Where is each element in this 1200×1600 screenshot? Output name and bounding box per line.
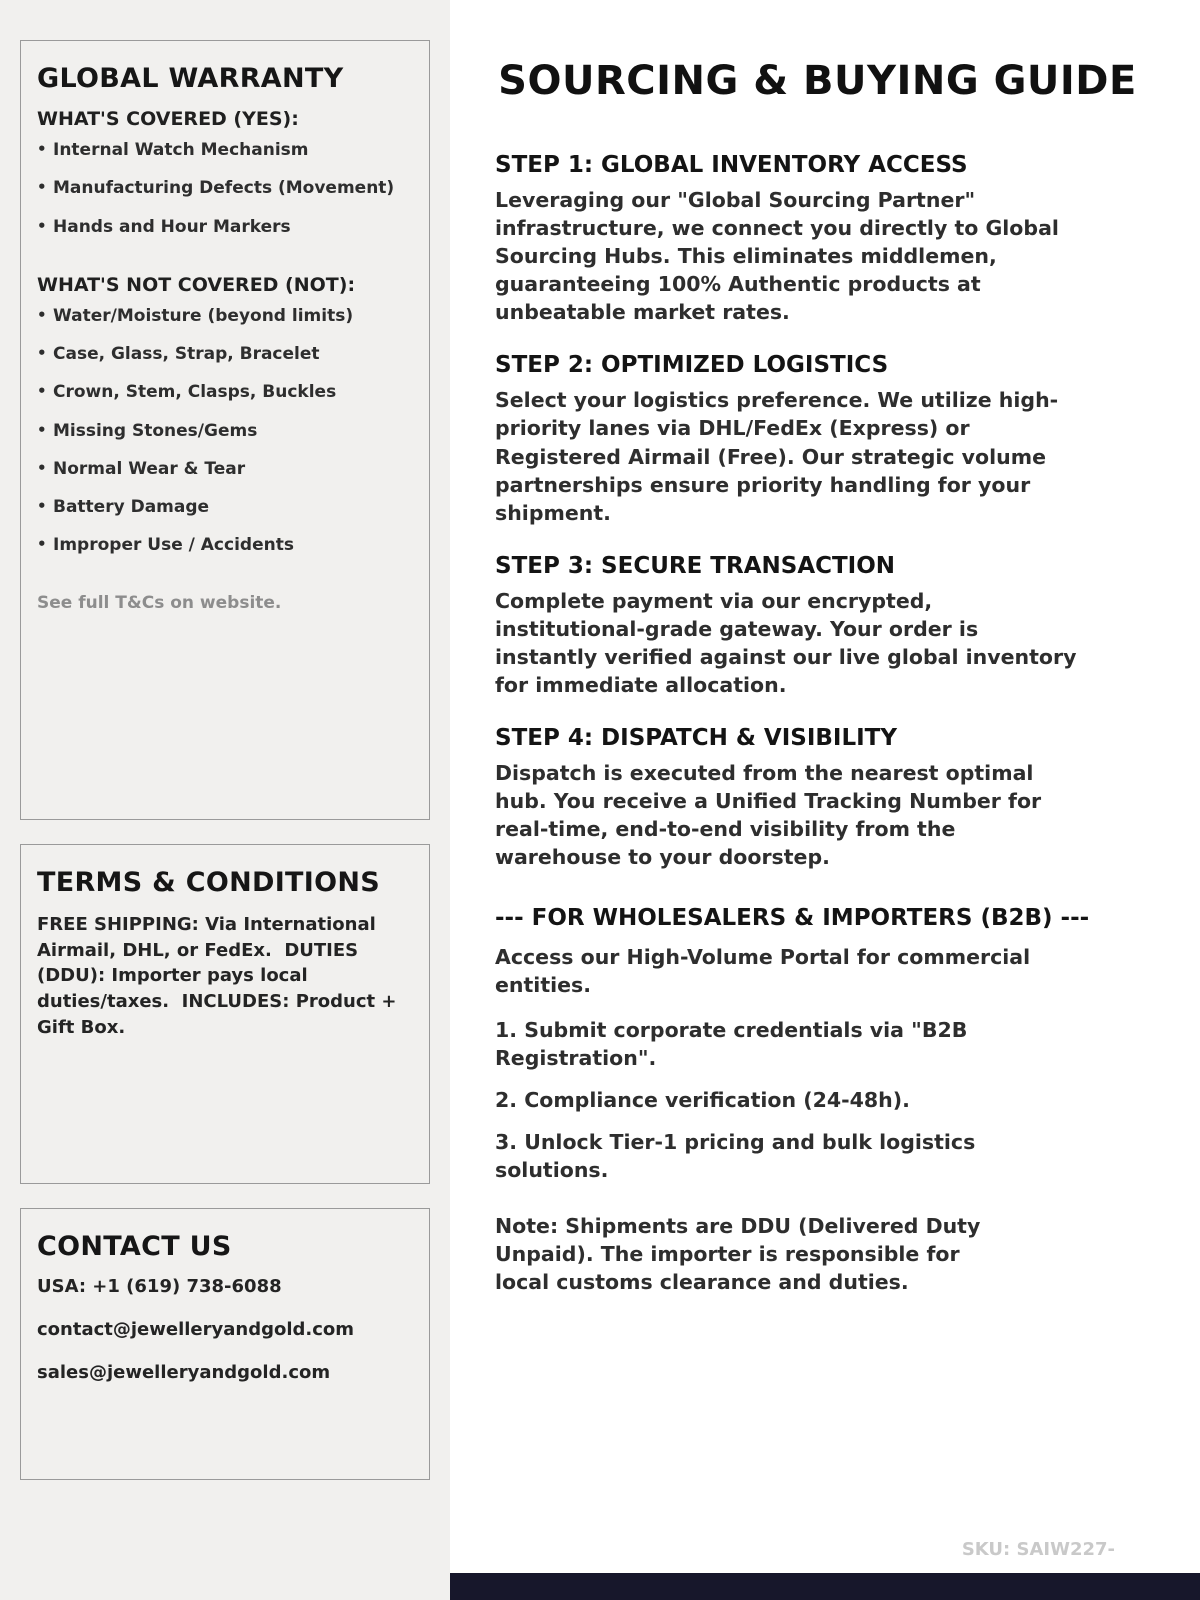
step-1-body: Leveraging our "Global Sourcing Partner" infrastructure, we connect you directly to Global Sourcing Hubs. This eliminates middlemen, guaranteeing 100% Authentic products at unbeatable market rates. [495, 188, 1059, 325]
step-3-heading: STEP 3: SECURE TRANSACTION [495, 552, 896, 579]
sidebar [0, 0, 450, 1600]
contact-panel [20, 1208, 430, 1480]
warranty-title: GLOBAL WARRANTY [37, 63, 344, 94]
list-item: • Manufacturing Defects (Movement) [37, 178, 413, 199]
warranty-panel [20, 40, 430, 820]
list-item: • Improper Use / Accidents [37, 535, 413, 556]
list-item: • Hands and Hour Markers [37, 217, 413, 238]
warranty-not-covered-heading: WHAT'S NOT COVERED (NOT): [37, 273, 356, 296]
step-1-section [495, 152, 1095, 326]
list-item: • Water/Moisture (beyond limits) [37, 306, 413, 327]
main-content [450, 0, 1200, 1600]
step-4-body: Dispatch is executed from the nearest optimal hub. You receive a Unified Tracking Number for real-time, end-to-end visibility from the warehouse to your doorstep. [495, 761, 1042, 870]
warranty-covered-list [37, 140, 413, 238]
list-item: • Crown, Stem, Clasps, Buckles [37, 382, 413, 403]
list-item: • Battery Damage [37, 497, 413, 518]
terms-panel [20, 844, 430, 1184]
contact-email-primary: contact@jewelleryandgold.com [37, 1319, 355, 1340]
step-2-body: Select your logistics preference. We utilize high-priority lanes via DHL/FedEx (Express) or Registered Airmail (Free). Our strategic volume partnerships ensure priority handling for your shipment. [495, 388, 1059, 525]
contact-email-sales: sales@jewelleryandgold.com [37, 1362, 331, 1383]
step-4-section [495, 725, 1095, 871]
step-3-body: Complete payment via our encrypted, institutional-grade gateway. Your order is instantly verified against our live global inventory for immediate allocation. [495, 588, 1077, 698]
terms-body: FREE SHIPPING: Via International Airmail, DHL, or FedEx. DUTIES (DDU): Importer pays local duties/taxes. INCLUDES: Product + Gift Box. [37, 914, 403, 1038]
page-title: SOURCING & BUYING GUIDE [498, 58, 1137, 104]
list-item: • Internal Watch Mechanism [37, 140, 413, 161]
warranty-footnote: See full T&Cs on website. [37, 592, 282, 613]
sku-label: SKU: SAIW227- [961, 1539, 1115, 1560]
b2b-section [495, 905, 1140, 1296]
b2b-intro: Access our High-Volume Portal for commercial entities. [495, 945, 1031, 998]
step-3-section [495, 553, 1095, 699]
step-4-heading: STEP 4: DISPATCH & VISIBILITY [495, 725, 898, 752]
list-item: • Missing Stones/Gems [37, 421, 413, 442]
step-1-heading: STEP 1: GLOBAL INVENTORY ACCESS [495, 152, 968, 178]
b2b-heading: --- FOR WHOLESALERS & IMPORTERS (B2B) --- [495, 905, 1090, 932]
b2b-note: Note: Shipments are DDU (Delivered Duty Unpaid). The importer is responsible for local customs clearance and duties. [495, 1213, 981, 1295]
terms-title: TERMS & CONDITIONS [37, 867, 380, 898]
bottom-bar [450, 1573, 1200, 1600]
b2b-step-3: 3. Unlock Tier-1 pricing and bulk logistics solutions. [495, 1129, 976, 1182]
warranty-not-covered-list [37, 306, 413, 557]
step-2-section [495, 352, 1095, 526]
list-item: • Normal Wear & Tear [37, 459, 413, 480]
warranty-covered-heading: WHAT'S COVERED (YES): [37, 108, 299, 130]
b2b-step-1: 1. Submit corporate credentials via "B2B Registration". [495, 1017, 968, 1070]
contact-phone: USA: +1 (619) 738-6088 [37, 1276, 282, 1297]
b2b-step-2: 2. Compliance verification (24-48h). [495, 1087, 910, 1112]
contact-title: CONTACT US [37, 1231, 232, 1262]
list-item: • Case, Glass, Strap, Bracelet [37, 344, 413, 365]
step-2-heading: STEP 2: OPTIMIZED LOGISTICS [495, 352, 889, 379]
